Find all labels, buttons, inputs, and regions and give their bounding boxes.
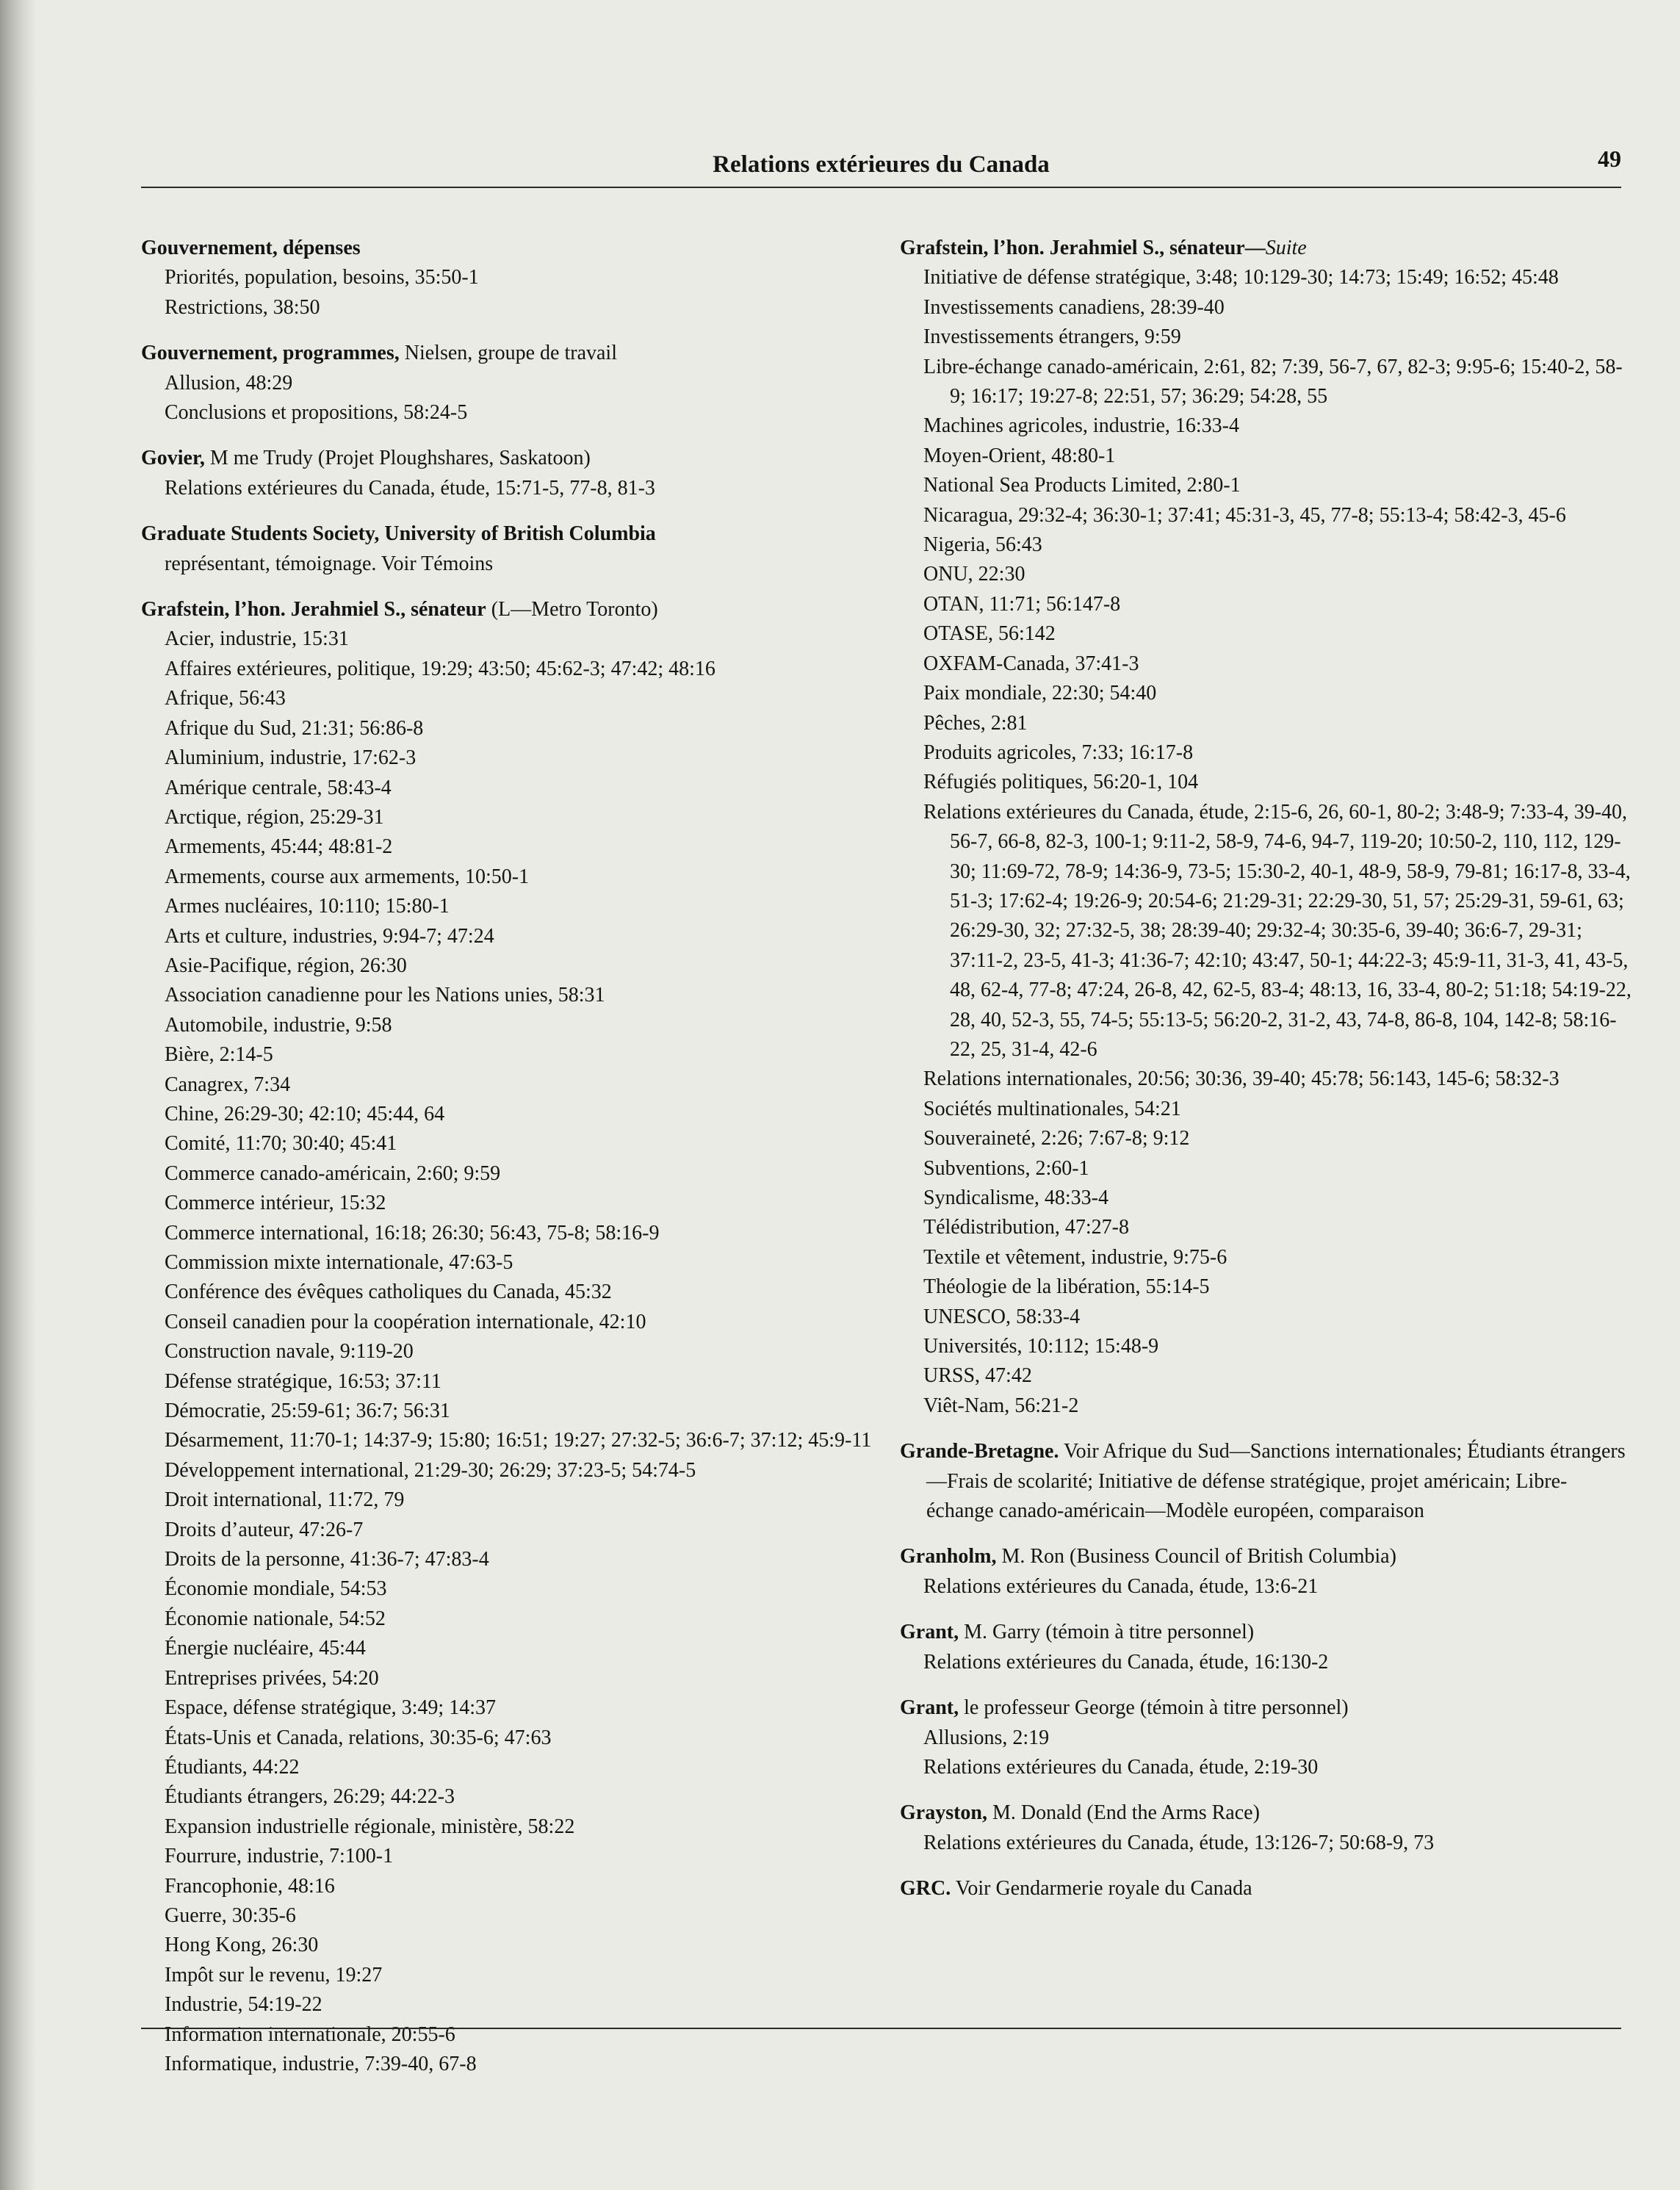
sub-entry: OTASE, 56:142 <box>923 622 1056 646</box>
index-entry-grc <box>900 1874 1634 1903</box>
sub-entry: Universités, 10:112; 15:48-9 <box>923 1335 1159 1358</box>
sub-entry: Commerce intérieur, 15:32 <box>165 1192 386 1215</box>
entry-heading <box>141 339 884 368</box>
sub-entry: Désarmement, 11:70-1; 14:37-9; 15:80; 16:51; 19:27; 27:32-5; 36:6-7; 37:12; 45:9-11 <box>165 1429 872 1452</box>
sub-entry: Guerre, 30:35-6 <box>165 1903 296 1927</box>
sub-entry: Arts et culture, industries, 9:94-7; 47:24 <box>165 924 494 948</box>
entry-cross-reference: Voir Gendarmerie royale du Canada <box>955 1877 1252 1901</box>
sub-entry: Investissements canadiens, 28:39-40 <box>923 295 1225 319</box>
entry-heading-bold: Gouvernement, programmes, <box>141 342 400 365</box>
entry-cross-reference: Voir Afrique du Sud—Sanctions internationales; Étudiants étrangers—Frais de scolarité; Initiative de défense stratégique, projet américain; Libre-échange canado-américain—Modèle européen, comparaison <box>926 1440 1626 1523</box>
sub-entry: Arctique, région, 25:29-31 <box>165 805 384 829</box>
sub-entry: Pêches, 2:81 <box>923 711 1028 735</box>
index-entry-grant-garry <box>900 1618 1634 1677</box>
sub-entry: URSS, 47:42 <box>923 1364 1032 1388</box>
entry-heading-rest: (L—Metro Toronto) <box>491 598 658 622</box>
sub-entry: Théologie de la libération, 55:14-5 <box>923 1275 1210 1299</box>
sub-entry: Relations extérieures du Canada, étude, 16:130-2 <box>923 1650 1329 1674</box>
sub-entry: Relations extérieures du Canada, étude, 13:6-21 <box>923 1574 1319 1598</box>
page-header <box>141 145 1621 188</box>
index-entry-grayston <box>900 1798 1634 1858</box>
sub-entry: Initiative de défense stratégique, 3:48; 10:129-30; 14:73; 15:49; 16:52; 45:48 <box>923 266 1559 289</box>
sub-entry: représentant, témoignage. Voir Témoins <box>165 552 494 575</box>
entry-heading: Gouvernement, dépenses <box>141 237 361 259</box>
sub-entry: Restrictions, 38:50 <box>165 295 320 319</box>
entry-heading-bold: Govier, <box>141 447 205 470</box>
entry-heading <box>900 1618 1634 1647</box>
entry-heading <box>141 444 884 473</box>
sub-entry: Droits d’auteur, 47:26-7 <box>165 1518 364 1541</box>
sub-entry: Droit international, 11:72, 79 <box>165 1488 405 1512</box>
sub-entry: Développement international, 21:29-30; 26:29; 37:23-5; 54:74-5 <box>165 1458 696 1482</box>
sub-entry: Asie-Pacifique, région, 26:30 <box>165 954 407 977</box>
sub-entry: Économie nationale, 54:52 <box>165 1607 386 1630</box>
sub-entry: Impôt sur le revenu, 19:27 <box>165 1963 383 1987</box>
index-entry-gouvernement-programmes <box>141 339 884 428</box>
sub-entry: Expansion industrielle régionale, ministère, 58:22 <box>165 1815 575 1838</box>
sub-entry: Nigeria, 56:43 <box>923 533 1042 557</box>
sub-entry: Énergie nucléaire, 45:44 <box>165 1637 366 1660</box>
sub-entry: Démocratie, 25:59-61; 36:7; 56:31 <box>165 1400 450 1423</box>
index-entry-granholm <box>900 1542 1634 1602</box>
sub-entry-list <box>141 624 884 2079</box>
sub-entry: Relations extérieures du Canada, étude, 2:15-6, 26, 60-1, 80-2; 3:48-9; 7:33-4, 39-40, 56-7, 66-8, 82-3, 100-1; 9:11-2, 58-9, 74-6, 94-7, 119-20; 10:50-2, 110, 112, 129-30; 11:69-72, 78-9; 14:36-9, 73-5; 15:30-2, 40-1, 48-9, 58-9, 79-81; 16:17-8, 33-4, 51-3; 17:62-4; 19:26-9; 20:54-6; 21:29-31; 22:29-30, 51, 57; 25:29-31, 59-61, 63; 26:29-30, 32; 27:32-5, 38; 28:39-40; 29:32-4; 30:35-6, 39-40; 36:6-7, 29-31; 37:11-2, 23-5, 41-3; 41:36-7; 42:10; 43:47, 50-1; 44:22-3; 45:9-11, 31-3, 41, 43-5, 48, 62-4, 77-8; 47:24, 26-8, 42, 62-5, 83-4; 48:13, 16, 33-4, 80-2; 51:18; 54:19-22, 28, 40, 52-3, 55, 74-5; 55:13-5; 56:20-2, 31-2, 43, 74-8, 86-8, 104, 142-8; 58:16-22, 25, 31-4, 42-6 <box>923 800 1632 1061</box>
entry-heading <box>900 1874 1634 1903</box>
sub-entry: Commerce international, 16:18; 26:30; 56:43, 75-8; 58:16-9 <box>165 1221 660 1245</box>
index-entry-govier <box>141 444 884 503</box>
entry-heading-rest: M. Ron (Business Council of British Columbia) <box>1001 1545 1396 1568</box>
sub-entry: Textile et vêtement, industrie, 9:75-6 <box>923 1245 1227 1269</box>
index-entry-gouvernement-depenses <box>141 234 884 323</box>
footer-rule <box>141 2028 1621 2029</box>
sub-entry: Acier, industrie, 15:31 <box>165 627 349 651</box>
sub-entry: Libre-échange canado-américain, 2:61, 82; 7:39, 56-7, 67, 82-3; 9:95-6; 15:40-2, 58-9; 16:17; 19:27-8; 22:51, 57; 36:29; 54:28, 55 <box>923 355 1623 408</box>
sub-entry: Comité, 11:70; 30:40; 45:41 <box>165 1132 397 1156</box>
entry-heading-bold: Grande-Bretagne. <box>900 1440 1059 1463</box>
sub-entry: Association canadienne pour les Nations unies, 58:31 <box>165 984 605 1007</box>
sub-entry: Automobile, industrie, 9:58 <box>165 1013 392 1037</box>
entry-heading-rest: Nielsen, groupe de travail <box>404 342 617 365</box>
sub-entry: Conseil canadien pour la coopération internationale, 42:10 <box>165 1310 646 1333</box>
sub-entry: Armements, course aux armements, 10:50-1 <box>165 865 530 888</box>
sub-entry: Réfugiés politiques, 56:20-1, 104 <box>923 771 1199 794</box>
index-entry-grande-bretagne <box>900 1437 1634 1526</box>
index-column-left <box>141 234 884 2095</box>
sub-entry: Relations internationales, 20:56; 30:36, 39-40; 45:78; 56:143, 145-6; 58:32-3 <box>923 1067 1560 1091</box>
sub-entry: Chine, 26:29-30; 42:10; 45:44, 64 <box>165 1102 445 1125</box>
sub-entry: Aluminium, industrie, 17:62-3 <box>165 746 417 770</box>
sub-entry: Allusion, 48:29 <box>165 371 293 395</box>
sub-entry: Machines agricoles, industrie, 16:33-4 <box>923 414 1240 438</box>
index-entry-grafstein <box>141 595 884 2079</box>
sub-entry: Étudiants étrangers, 26:29; 44:22-3 <box>165 1785 455 1809</box>
entry-heading-rest: M me Trudy (Projet Ploughshares, Saskatoon) <box>209 447 591 470</box>
sub-entry-list <box>900 263 1634 1421</box>
sub-entry: Défense stratégique, 16:53; 37:11 <box>165 1369 441 1393</box>
sub-entry: Priorités, population, besoins, 35:50-1 <box>165 266 479 289</box>
sub-entry: Affaires extérieures, politique, 19:29; 43:50; 45:62-3; 47:42; 48:16 <box>165 657 715 680</box>
sub-entry: Conclusions et propositions, 58:24-5 <box>165 401 468 425</box>
sub-entry: National Sea Products Limited, 2:80-1 <box>923 474 1241 497</box>
sub-entry: États-Unis et Canada, relations, 30:35-6; 47:63 <box>165 1726 552 1749</box>
sub-entry: Entreprises privées, 54:20 <box>165 1666 379 1690</box>
entry-heading-bold: Grafstein, l’hon. Jerahmiel S., sénateur— <box>900 237 1266 259</box>
index-entry-grafstein-suite <box>900 234 1634 1421</box>
index-column-right <box>900 234 1634 1920</box>
sub-entry: Conférence des évêques catholiques du Canada, 45:32 <box>165 1280 612 1304</box>
entry-heading-bold: GRC. <box>900 1877 951 1901</box>
sub-entry: Droits de la personne, 41:36-7; 47:83-4 <box>165 1548 489 1571</box>
entry-heading-bold: Granholm, <box>900 1545 997 1568</box>
entry-heading-suite: Suite <box>1265 237 1307 259</box>
sub-entry: OTAN, 11:71; 56:147-8 <box>923 592 1121 616</box>
entry-heading <box>900 234 1634 263</box>
sub-entry: Viêt-Nam, 56:21-2 <box>923 1394 1079 1417</box>
sub-entry: Afrique du Sud, 21:31; 56:86-8 <box>165 716 424 740</box>
entry-heading <box>900 1437 1634 1526</box>
sub-entry: ONU, 22:30 <box>923 563 1025 586</box>
entry-heading-bold: Grayston, <box>900 1801 987 1825</box>
sub-entry: Commerce canado-américain, 2:60; 9:59 <box>165 1161 501 1185</box>
sub-entry: Information internationale, 20:55-6 <box>165 2022 455 2046</box>
sub-entry: Informatique, industrie, 7:39-40, 67-8 <box>165 2052 477 2075</box>
sub-entry: Commission mixte internationale, 47:63-5 <box>165 1251 513 1274</box>
entry-heading-bold: Grant, <box>900 1621 959 1644</box>
sub-entry: Sociétés multinationales, 54:21 <box>923 1097 1181 1120</box>
sub-entry: Allusions, 2:19 <box>923 1726 1050 1749</box>
entry-heading <box>900 1798 1634 1828</box>
sub-entry: Relations extérieures du Canada, étude, 13:126-7; 50:68-9, 73 <box>923 1831 1435 1854</box>
sub-entry: Construction navale, 9:119-20 <box>165 1340 414 1364</box>
sub-entry: Hong Kong, 26:30 <box>165 1934 319 1957</box>
entry-heading-rest: M. Garry (témoin à titre personnel) <box>964 1621 1255 1644</box>
sub-entry: OXFAM-Canada, 37:41-3 <box>923 652 1139 675</box>
sub-entry: Relations extérieures du Canada, étude, 15:71-5, 77-8, 81-3 <box>165 476 655 500</box>
sub-entry: Produits agricoles, 7:33; 16:17-8 <box>923 741 1194 764</box>
entry-heading-bold: Grafstein, l’hon. Jerahmiel S., sénateur <box>141 598 486 622</box>
sub-entry: Francophonie, 48:16 <box>165 1874 335 1898</box>
entry-heading <box>141 595 884 624</box>
sub-entry: Moyen-Orient, 48:80-1 <box>923 444 1116 467</box>
entry-heading-rest: M. Donald (End the Arms Race) <box>992 1801 1260 1825</box>
sub-entry: Subventions, 2:60-1 <box>923 1156 1089 1180</box>
sub-entry: Étudiants, 44:22 <box>165 1755 300 1779</box>
sub-entry: Canagrex, 7:34 <box>165 1073 291 1096</box>
sub-entry: Relations extérieures du Canada, étude, 2:19-30 <box>923 1755 1319 1779</box>
entry-heading <box>900 1693 1634 1723</box>
sub-entry: Bière, 2:14-5 <box>165 1043 273 1067</box>
sub-entry: Armes nucléaires, 10:110; 15:80-1 <box>165 895 450 918</box>
entry-heading <box>900 1542 1634 1571</box>
sub-entry: Nicaragua, 29:32-4; 36:30-1; 37:41; 45:31-3, 45, 77-8; 55:13-4; 58:42-3, 45-6 <box>923 503 1566 527</box>
index-entry-graduate-students <box>141 519 884 579</box>
sub-entry: Armements, 45:44; 48:81-2 <box>165 835 393 859</box>
sub-entry: Souveraineté, 2:26; 7:67-8; 9:12 <box>923 1127 1190 1150</box>
sub-entry: Industrie, 54:19-22 <box>165 1993 322 2017</box>
sub-entry: Télédistribution, 47:27-8 <box>923 1216 1129 1239</box>
entry-heading-rest: le professeur George (témoin à titre personnel) <box>964 1696 1349 1720</box>
page-title: Relations extérieures du Canada <box>713 151 1050 178</box>
sub-entry: Afrique, 56:43 <box>165 687 286 710</box>
sub-entry: Amérique centrale, 58:43-4 <box>165 776 392 799</box>
sub-entry: Paix mondiale, 22:30; 54:40 <box>923 682 1157 705</box>
sub-entry: Espace, défense stratégique, 3:49; 14:37 <box>165 1696 496 1720</box>
sub-entry: Syndicalisme, 48:33-4 <box>923 1186 1108 1209</box>
sub-entry: Investissements étrangers, 9:59 <box>923 325 1181 349</box>
sub-entry: Économie mondiale, 54:53 <box>165 1577 387 1601</box>
index-entry-grant-george <box>900 1693 1634 1782</box>
sub-entry: Fourrure, industrie, 7:100-1 <box>165 1845 394 1868</box>
page-binding-shadow <box>0 0 37 2190</box>
page-number: 49 <box>1598 145 1621 172</box>
entry-heading: Graduate Students Society, University of British Columbia <box>141 522 656 546</box>
sub-entry: UNESCO, 58:33-4 <box>923 1305 1081 1328</box>
entry-heading-bold: Grant, <box>900 1696 959 1720</box>
